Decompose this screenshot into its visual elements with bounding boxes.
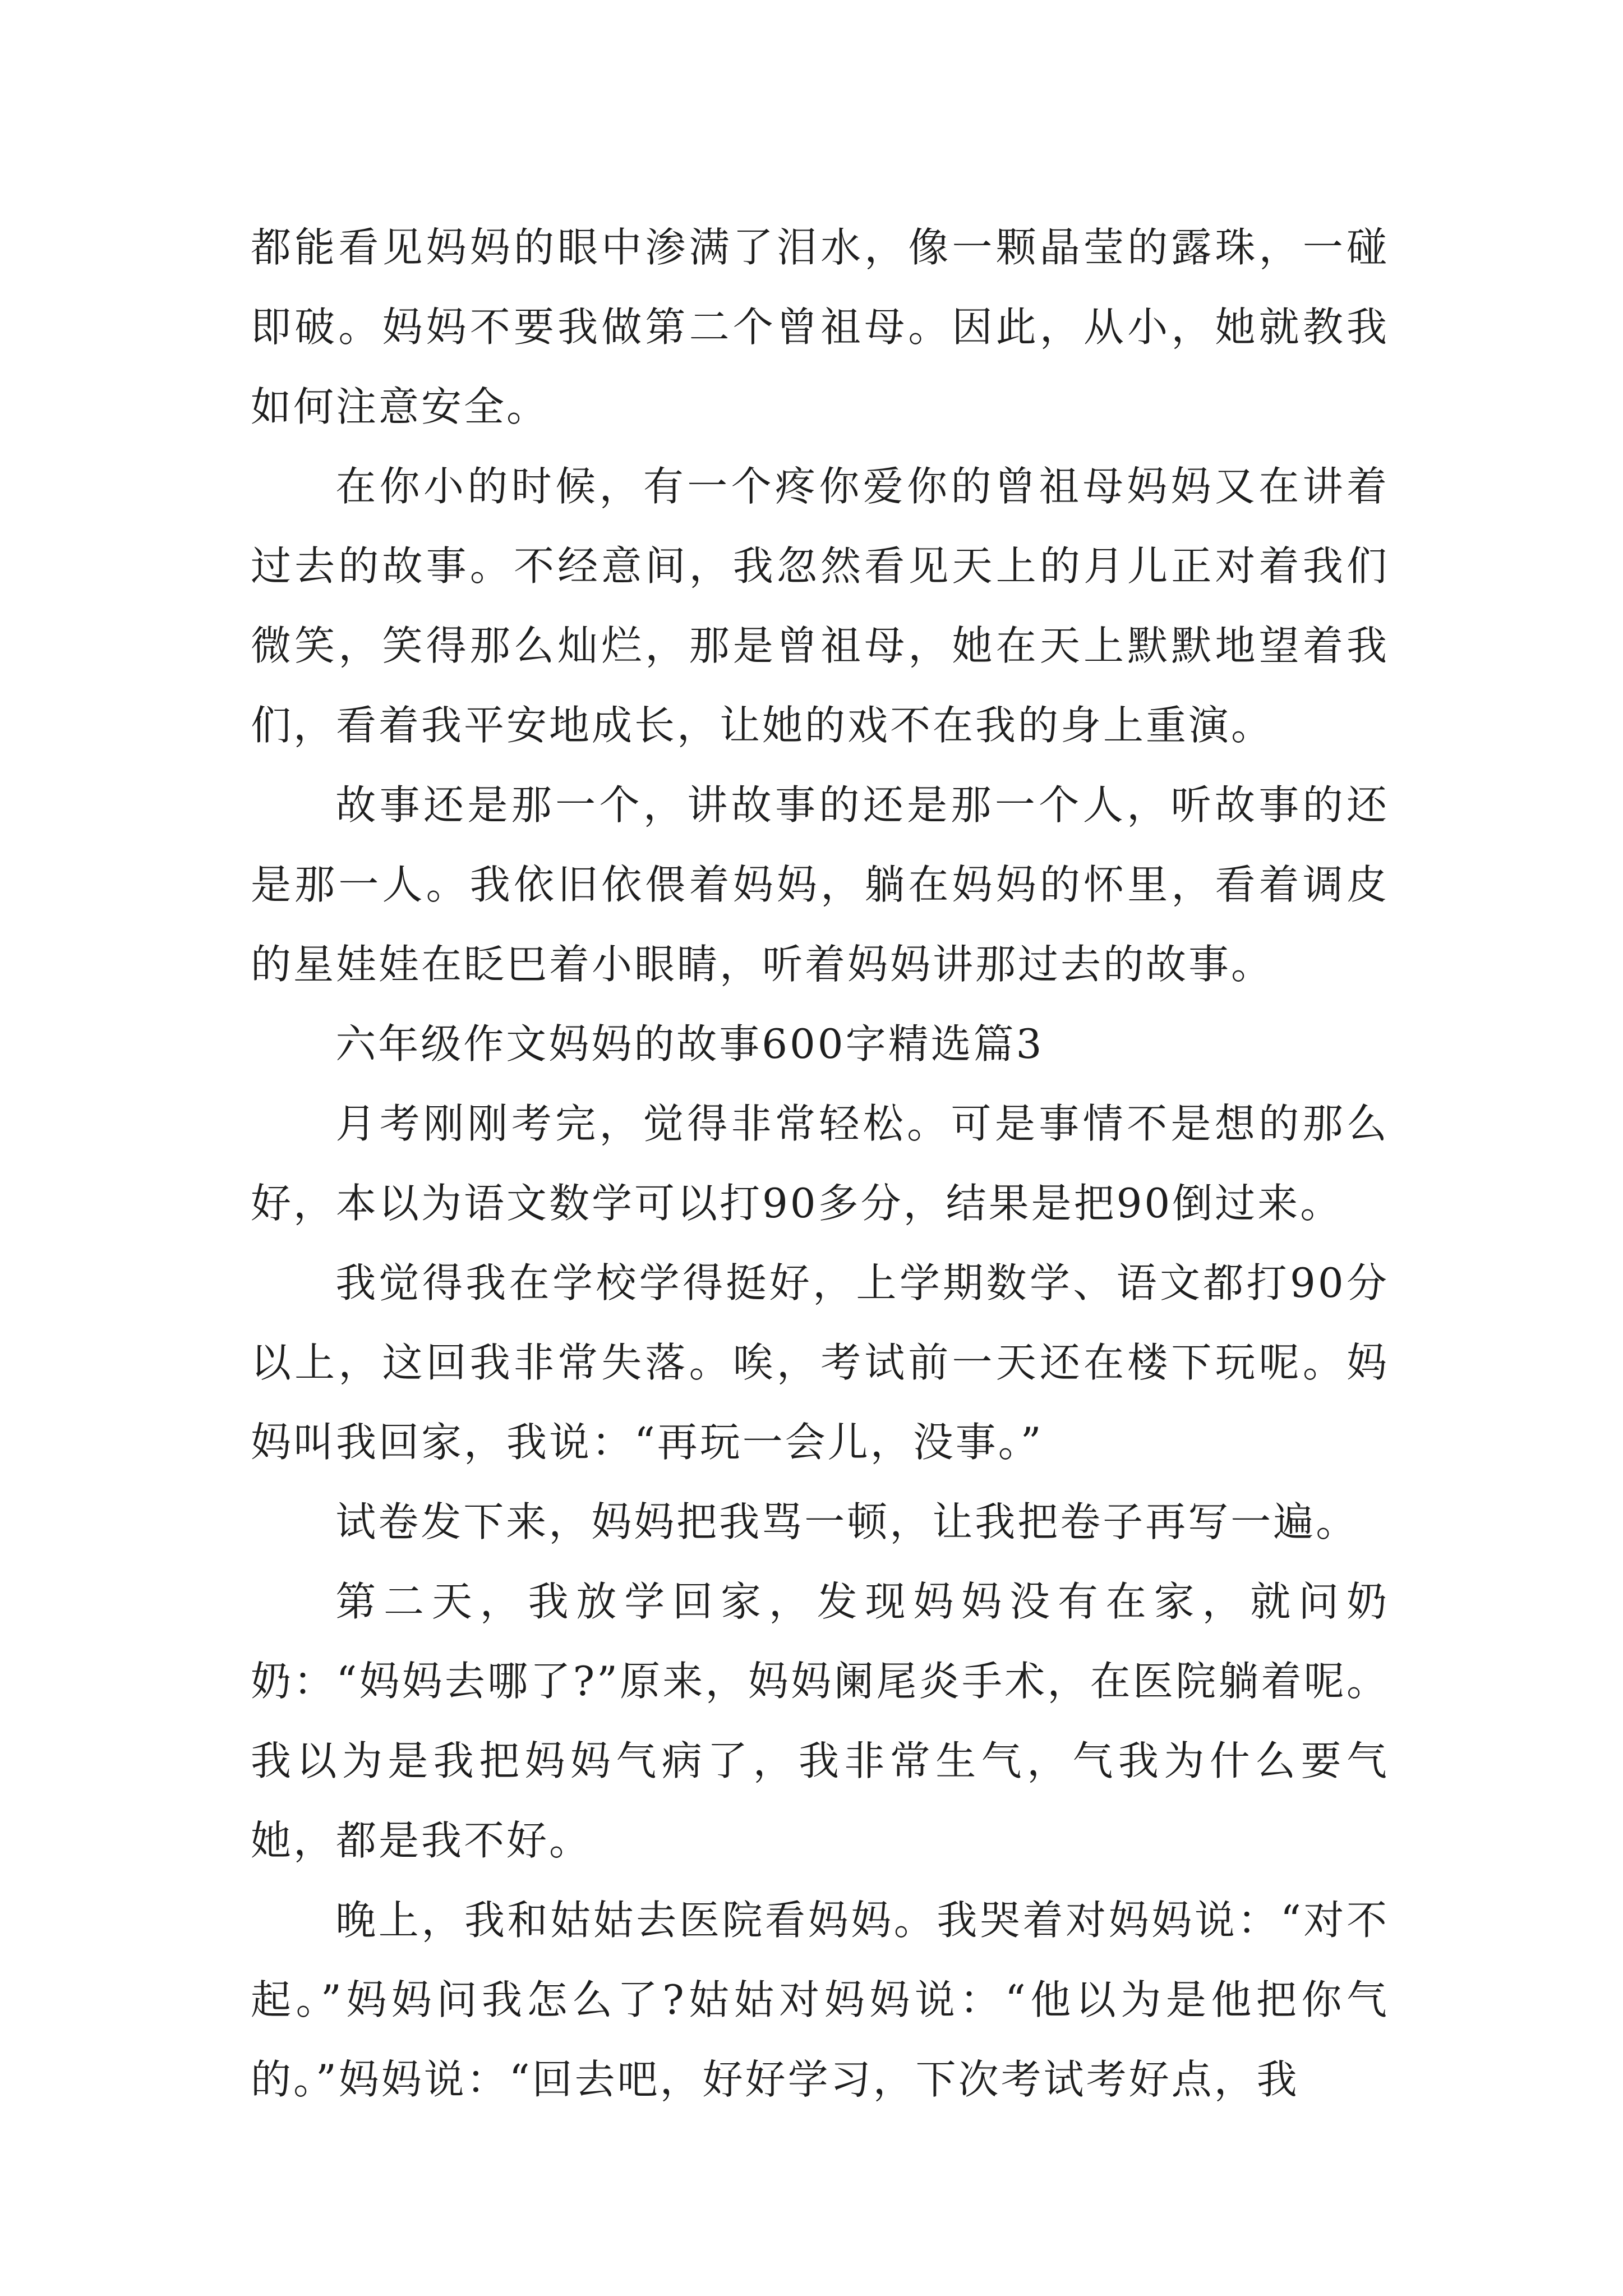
paragraph: 都能看见妈妈的眼中渗满了泪水，像一颗晶莹的露珠，一碰即破。妈妈不要我做第二个曾祖母。因此，从小，她就教我如何注意安全。 bbox=[251, 224, 1389, 430]
paragraph: 在你小的时候，有一个疼你爱你的曾祖母妈妈又在讲着过去的故事。不经意间，我忽然看见天上的月儿正对着我们微笑，笑得那么灿烂，那是曾祖母，她在天上默默地望着我们，看着我平安地成长，让她的戏不在我的身上重演。 bbox=[251, 463, 1389, 749]
paragraph: 故事还是那一个，讲故事的还是那一个人，听故事的还是那一人。我依旧依偎着妈妈，躺在妈妈的怀里，看着调皮的星娃娃在眨巴着小眼睛，听着妈妈讲那过去的故事。 bbox=[251, 781, 1389, 988]
document-body bbox=[251, 208, 1389, 2119]
paragraph: 试卷发下来，妈妈把我骂一顿，让我把卷子再写一遍。 bbox=[335, 1498, 1359, 1545]
paragraph: 我觉得我在学校学得挺好，上学期数学、语文都打90分以上，这回我非常失落。唉，考试前一天还在楼下玩呢。妈妈叫我回家，我说：“再玩一会儿，没事。” bbox=[251, 1259, 1389, 1466]
paragraph: 晚上，我和姑姑去医院看妈妈。我哭着对妈妈说：“对不起。”妈妈问我怎么了?姑姑对妈妈说：“他以为是他把你气的。”妈妈说：“回去吧，好好学习，下次考试考好点，我 bbox=[251, 1897, 1389, 2103]
paragraph: 第二天，我放学回家，发现妈妈没有在家，就问奶奶：“妈妈去哪了?”原来，妈妈阑尾炎手术，在医院躺着呢。我以为是我把妈妈气病了，我非常生气，气我为什么要气她，都是我不好。 bbox=[251, 1578, 1389, 1864]
section-heading: 六年级作文妈妈的故事600字精选篇3 bbox=[335, 1020, 1044, 1068]
paragraph: 月考刚刚考完，觉得非常轻松。可是事情不是想的那么好，本以为语文数学可以打90多分，结果是把90倒过来。 bbox=[251, 1100, 1389, 1227]
